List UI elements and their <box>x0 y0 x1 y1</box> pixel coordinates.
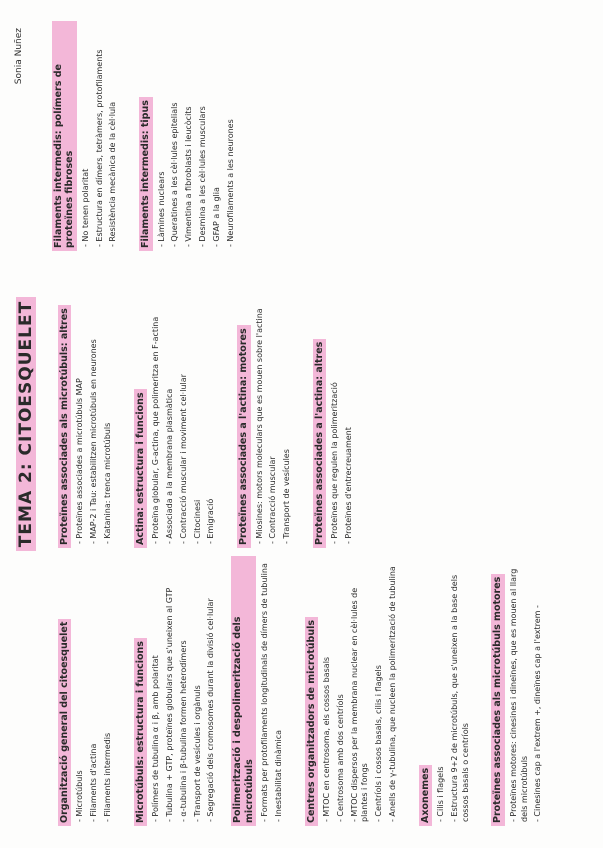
note-section <box>52 21 119 251</box>
bullet-item: - Proteïnes d'entrecreuament <box>344 258 355 544</box>
bullet-item: - Formats per protofilaments longitudinals de dímers de tubulina <box>260 556 271 822</box>
bullet-item: - Polímers de tubulina α i β, amb polaritat <box>151 556 162 822</box>
note-section <box>485 556 544 826</box>
bullet-list <box>157 21 237 251</box>
bullet-item: - Filaments intermedis <box>103 556 114 822</box>
bullet-list <box>322 556 399 826</box>
note-section <box>231 556 284 826</box>
bullet-item: - Contracció muscular <box>268 258 279 544</box>
bullet-item: - Resistència mecànica de la cèl·lula <box>108 21 119 247</box>
section-heading: Filaments intermedis: tipus <box>139 97 152 251</box>
bullet-item: - Cilis i flagels <box>436 556 447 822</box>
section-heading: Filaments intermedis: polímers de proteïnes fibroses <box>52 21 77 251</box>
note-section <box>307 258 355 548</box>
note-section <box>299 556 399 826</box>
bullet-list <box>260 556 285 826</box>
bullet-list <box>255 258 293 548</box>
section-heading: Axonemes <box>419 765 432 826</box>
note-section <box>133 21 236 251</box>
bullet-item: - Contracció muscular i moviment cel·lular <box>179 258 190 544</box>
bullet-item: - Cinesines cap a l'extrem +, dineïnes cap a l'extrem - <box>533 556 544 822</box>
author-name: Sonia Nuñez <box>14 28 24 85</box>
bullet-item: - Estructura en dímers, tetràmers, protofilaments <box>95 21 106 247</box>
bullet-item: - Anells de γ-tubulina, que nucleen la polimerització de tubulina <box>388 556 399 822</box>
section-heading: Proteïnes associades a l'actina: altres <box>313 339 326 548</box>
bullet-item: - MAP-2 i Tau: estabilitzen microtúbuls en neurones <box>89 258 100 544</box>
bullet-list <box>436 556 471 826</box>
bullet-item: - Desmina a les cèl·lules musculars <box>198 21 209 247</box>
bullet-item: - Proteïnes associades a microtúbuls MAP <box>75 258 86 544</box>
bullet-list <box>151 258 217 548</box>
column-1 <box>52 556 558 826</box>
column-3 <box>52 21 250 251</box>
bullet-item: - Associada a la membrana plasmàtica <box>165 258 176 544</box>
bullet-item: - Emigració <box>206 258 217 544</box>
note-section <box>413 556 472 826</box>
bullet-item: - α-tubulina i β-tubulina formen heterodímers <box>179 556 190 822</box>
note-section <box>52 258 114 548</box>
bullet-item: - Proteïna globular, G-actina, que polimeritza en F-actina <box>151 258 162 544</box>
bullet-list <box>81 21 119 251</box>
bullet-list <box>509 556 544 826</box>
bullet-list <box>330 258 355 548</box>
bullet-item: - Neurofilaments a les neurones <box>226 21 237 247</box>
bullet-item: - Queratines a les cèl·lules epitelials <box>170 21 181 247</box>
bullet-item: - Filaments d'actina <box>89 556 100 822</box>
section-heading: Proteïnes associades als microtúbuls: altres <box>58 305 71 548</box>
bullet-item: - Tubulina + GTP, proteïnes globulars que s'uneixen al GTP <box>165 556 176 822</box>
page-title-text: TEMA 2: CITOESQUELET <box>16 297 36 551</box>
bullet-item: - Proteïnes motores: cinesines i dineïnes, que es mouen al llarg dels microtúbuls <box>509 556 531 822</box>
section-heading: Proteïnes associades a l'actina: motores <box>237 325 250 548</box>
section-heading: Proteïnes associades als microtúbuls motores <box>491 574 504 826</box>
note-section <box>128 556 217 826</box>
bullet-list <box>75 556 113 826</box>
bullet-item: - Transport de vesícules <box>282 258 293 544</box>
bullet-item: - Vimentina a fibroblasts i leucòcits <box>184 21 195 247</box>
bullet-item: - MTOC en centrosoma, els cossos basals <box>322 556 333 822</box>
section-heading: Centres organitzadors de microtúbuls <box>305 617 318 826</box>
bullet-item: - Inestabilitat dinàmica <box>274 556 285 822</box>
section-heading: Actina: estructura i funcions <box>134 389 147 548</box>
bullet-item: - Transport de vesícules i orgànuls <box>193 556 204 822</box>
bullet-item: - Segregació dels cromosomes durant la divisió cel·lular <box>206 556 217 822</box>
column-2 <box>52 258 369 548</box>
bullet-item: - GFAP a la glia <box>212 21 223 247</box>
page-title <box>16 0 36 848</box>
bullet-item: - Miosines: motors moleculars que es mouen sobre l'actina <box>255 258 266 544</box>
bullet-item: - Katanina: trenca microtúbuls <box>103 258 114 544</box>
bullet-item: - Centrosoma amb dos centríols <box>336 556 347 822</box>
bullet-list <box>151 556 217 826</box>
bullet-item: - Citocinesi <box>193 258 204 544</box>
bullet-item: - Làmines nuclears <box>157 21 168 247</box>
bullet-item: - MTOC dispersos per la membrana nuclear en cèl·lules de plantes i fongs <box>350 556 372 822</box>
note-section <box>128 258 217 548</box>
section-heading: Microtúbuls: estructura i funcions <box>134 638 147 826</box>
note-section <box>231 258 293 548</box>
bullet-item: - Centríols i cossos basals, cilis i flagels <box>374 556 385 822</box>
bullet-list <box>75 258 113 548</box>
section-heading: Polimerització i despolimerització dels microtúbuls <box>231 556 256 826</box>
bullet-item: - Estructura 9+2 de microtúbuls, que s'uneixen a la base dels cossos basals o centríols <box>450 556 472 822</box>
bullet-item: - Microtúbuls <box>75 556 86 822</box>
bullet-item: - No tenen polaritat <box>81 21 92 247</box>
bullet-item: - Proteïnes que regulen la polimerització <box>330 258 341 544</box>
note-section <box>52 556 114 826</box>
section-heading: Organització general del citoesquelet <box>58 619 71 826</box>
